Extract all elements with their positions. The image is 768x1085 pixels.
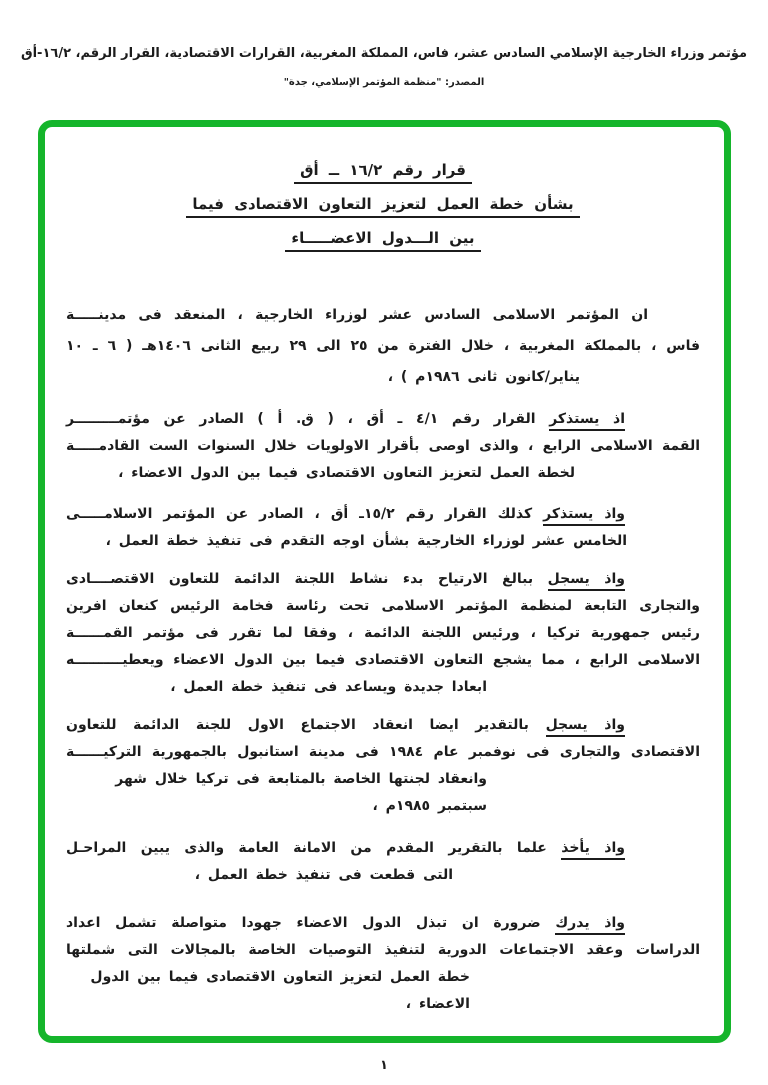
text-line — [66, 406, 700, 433]
underlined-title-text: بين الـــدول الاعضـــــاء — [285, 229, 480, 252]
text-line — [66, 501, 700, 528]
text-line — [66, 300, 700, 331]
line-text: ببالغ الارتياح بدء نشاط اللجنة الدائمة للتعاون الاقتصــــادى — [66, 571, 548, 587]
clause-paragraph-recall-also — [66, 501, 700, 555]
resolution-body — [66, 300, 700, 1018]
text-line — [66, 712, 700, 739]
text-line — [66, 835, 700, 862]
clause-lead: واذ يأخذ — [561, 840, 625, 860]
green-highlight-border — [38, 120, 731, 1043]
text-line: والتجارى التابعة لمنظمة المؤتمر الاسلامى تحت رئاسة فخامة الرئيس كنعان افرين — [66, 598, 700, 614]
text-line: خطة العمل لتعزيز التعاون الاقتصادى فيما بين الدول الاعضاء ، — [90, 969, 470, 1012]
conference-header-line: مؤتمر وزراء الخارجية الإسلامي السادس عشر، فاس، المملكة المغربية، القرارات الاقتصادية، القرار الرقم، ١٦/٢-أق — [20, 46, 748, 61]
text-line: ابعادا جديدة ويساعد فى تنفيذ خطة العمل ، — [170, 679, 487, 695]
clause-lead: اذ يستذكر — [549, 411, 625, 431]
text-line — [66, 910, 700, 937]
text-line — [66, 566, 700, 593]
clause-lead: واذ يستذكر — [543, 506, 625, 526]
clause-paragraph-recall — [66, 406, 700, 487]
line-text: ضرورة ان تبذل الدول الاعضاء جهودا متواصلة تشمل اعداد — [66, 915, 556, 931]
text-line: رئيس جمهورية تركيا ، ورئيس اللجنة الدائمة ، وفقا لما تقرر فى مؤتمر القمــــــة — [66, 625, 700, 641]
line-text: ان المؤتمر الاسلامى السادس عشر لوزراء الخارجية ، المنعقد فى مدينـــــة — [66, 307, 648, 323]
page-number: ١ — [380, 1058, 388, 1073]
text-line: فاس ، بالمملكة المغربية ، خلال الفترة من ٢٥ الى ٢٩ ربيع الثانى ١٤٠٦هـ ( ٦ ـ ١٠ — [66, 338, 701, 354]
text-line: الدراسات وعقد الاجتماعات الدورية لتنفيذ التوصيات الخاصة بالمجالات التى شملتها — [66, 942, 700, 958]
clause-lead: واذ يدرك — [555, 915, 625, 935]
text-line: القمة الاسلامى الرابع ، والذى اوصى بأقرار الاولويات خلال السنوات الست القادمـــــة — [66, 438, 700, 454]
line-text: كذلك القرار رقم ١٥/٢ـ أق ، الصادر عن المؤتمر الاسلامـــــى — [66, 506, 544, 522]
text-line: الاسلامى الرابع ، مما يشجع التعاون الاقتصادى فيما بين الدول الاعضاء ويعطيــــــــــه — [66, 652, 700, 668]
source-line: المصدر: "منظمة المؤتمر الإسلامي، جدة" — [283, 77, 485, 88]
text-line: الخامس عشر لوزراء الخارجية بشأن اوجه التقدم فى تنفيذ خطة العمل ، — [105, 533, 627, 549]
text-line: التى قطعت فى تنفيذ خطة العمل ، — [194, 867, 453, 883]
clause-lead: واذ يسجل — [548, 571, 625, 591]
line-text: بالتقدير ايضا انعقاد الاجتماع الاول للجنة الدائمة للتعاون — [66, 717, 546, 733]
clause-paragraph-preamble — [66, 300, 700, 393]
underlined-title-text: قرار رقم ١٦/٢ ــ أق — [294, 161, 472, 184]
line-text: القرار رقم ٤/١ ـ أق ، ( ق. أ ) الصادر عن مؤتمـــــــــر — [66, 411, 550, 427]
clause-paragraph-notes-appreciation — [66, 712, 700, 820]
text-line: لخطة العمل لتعزيز التعاون الاقتصادى فيما بين الدول الاعضاء ، — [118, 465, 575, 481]
line-text: علما بالتقرير المقدم من الامانة العامة والذى يبين المراحـل — [66, 840, 562, 856]
clause-paragraph-notes-satisfaction — [66, 566, 700, 701]
clause-lead: واذ يسجل — [546, 717, 625, 737]
text-line: يناير/كانون ثانى ١٩٨٦م ) ، — [387, 369, 580, 385]
resolution-title-line — [66, 221, 700, 255]
resolution-title — [66, 153, 700, 255]
underlined-title-text: بشأن خطة العمل لتعزيز التعاون الاقتصادى فيما — [186, 195, 579, 218]
text-line: الاقتصادى والتجارى فى نوفمبر عام ١٩٨٤ فى مدينة استانبول بالجمهورية التركيــــــة — [66, 744, 700, 760]
clause-paragraph-aware — [66, 910, 700, 1018]
clause-paragraph-takes-note — [66, 835, 700, 889]
text-line: وانعقاد لجنتها الخاصة بالمتابعة فى تركيا خلال شهر سبتمبر ١٩٨٥م ، — [115, 771, 487, 814]
resolution-title-line — [66, 187, 700, 221]
resolution-title-line — [66, 153, 700, 187]
